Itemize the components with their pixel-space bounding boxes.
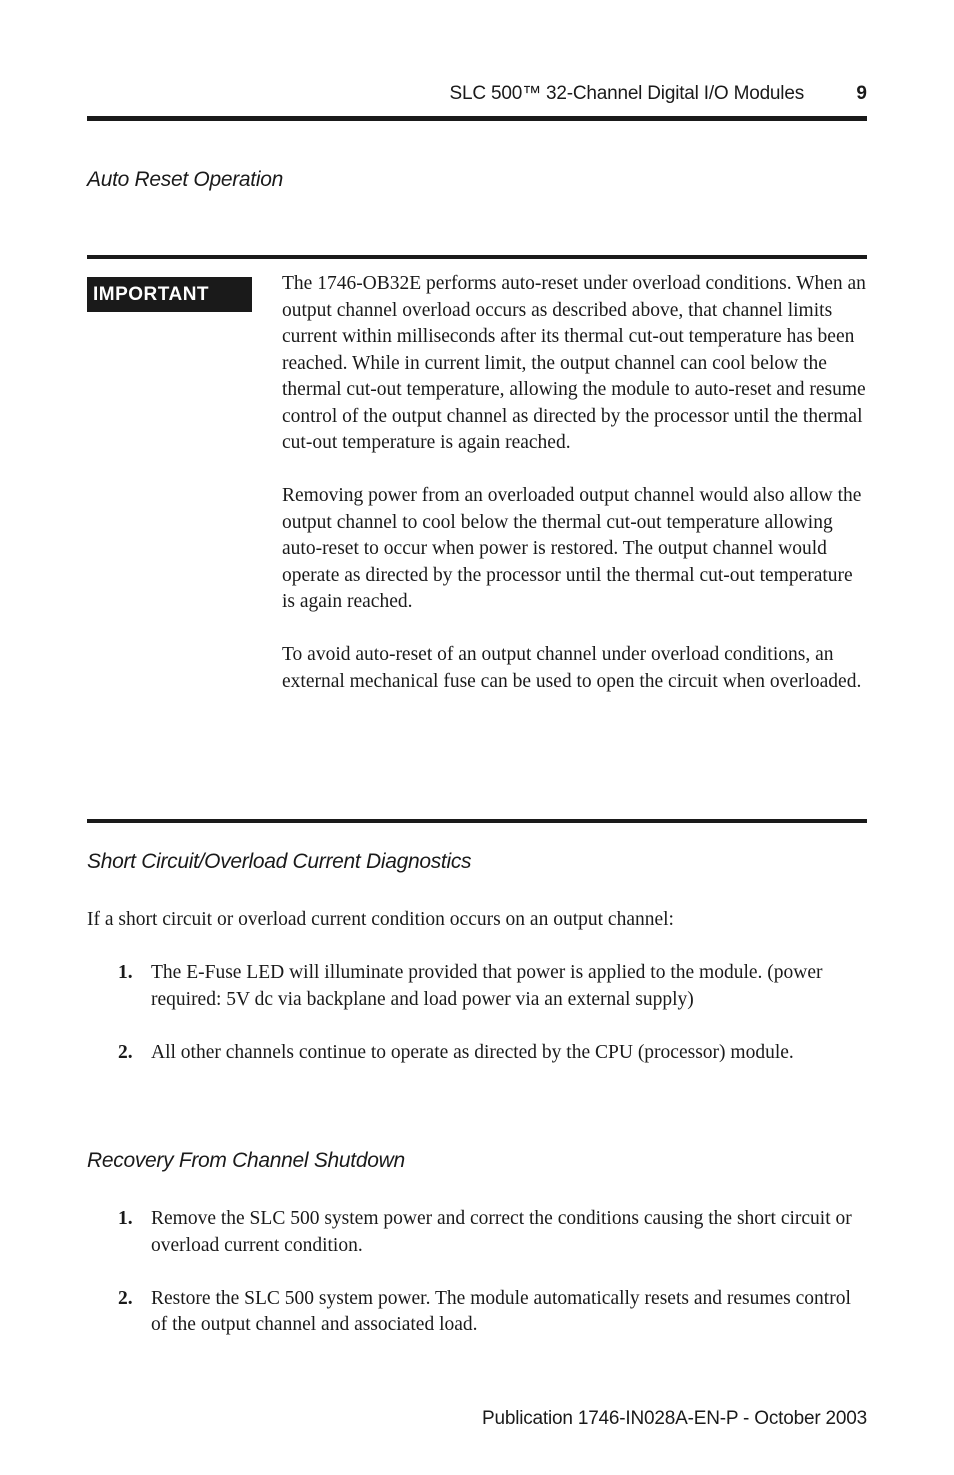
important-paragraph: Removing power from an overloaded output channel would also allow the output channel to cool below the thermal cut-out temperature allowing auto-reset to occur when power is restored. The output channel would operate as directed by the processor until the thermal cut-out temperature is again reached.: [282, 485, 862, 612]
running-header-title: SLC 500™ 32-Channel Digital I/O Modules: [449, 83, 804, 104]
short-circuit-intro: If a short circuit or overload current condition occurs on an output channel:: [87, 909, 674, 930]
list-item-number: 1.: [118, 1208, 133, 1229]
list-item: [87, 1286, 867, 1339]
recovery-list: [87, 1206, 867, 1365]
header-rule: [87, 116, 867, 121]
important-paragraph: The 1746-OB32E performs auto-reset under overload conditions. When an output channel overload occurs as described above, that channel limits current within milliseconds after its thermal cut-out temperature has been reached. While in current limit, the output channel can cool below the thermal cut-out temperature, allowing the module to auto-reset and resume control of the output channel as directed by the processor until the thermal cut-out temperature is again reached.: [282, 273, 866, 453]
important-box-top-rule: [87, 255, 867, 259]
list-item-text: The E-Fuse LED will illuminate provided that power is applied to the module. (power required: 5V dc via backplane and load power via an external supply): [151, 962, 823, 1010]
important-paragraph: To avoid auto-reset of an output channel under overload conditions, an external mechanical fuse can be used to open the circuit when overloaded.: [282, 644, 862, 692]
short-circuit-list: [87, 960, 867, 1093]
section-heading-auto-reset: Auto Reset Operation: [87, 168, 283, 191]
list-item-text: Restore the SLC 500 system power. The module automatically resets and resumes control of the output channel and associated load.: [151, 1287, 851, 1335]
publication-footer: Publication 1746-IN028A-EN-P - October 2003: [482, 1408, 867, 1429]
list-item-text: Remove the SLC 500 system power and correct the conditions causing the short circuit or overload current condition.: [151, 1208, 852, 1256]
list-item-number: 2.: [118, 1287, 133, 1309]
important-box-bottom-rule: [87, 819, 867, 823]
list-item-text: All other channels continue to operate as directed by the CPU (processor) module.: [151, 1041, 794, 1063]
list-item-number: 2.: [118, 1041, 133, 1063]
list-item: [87, 1040, 867, 1067]
list-item-number: 1.: [118, 962, 133, 983]
page-number: 9: [856, 83, 867, 104]
list-item: [87, 960, 867, 1013]
list-item: [87, 1206, 867, 1259]
section-heading-short-circuit: Short Circuit/Overload Current Diagnostics: [87, 850, 472, 873]
section-heading-recovery: Recovery From Channel Shutdown: [87, 1149, 405, 1172]
important-label: IMPORTANT: [87, 277, 252, 312]
important-text: [282, 271, 868, 722]
